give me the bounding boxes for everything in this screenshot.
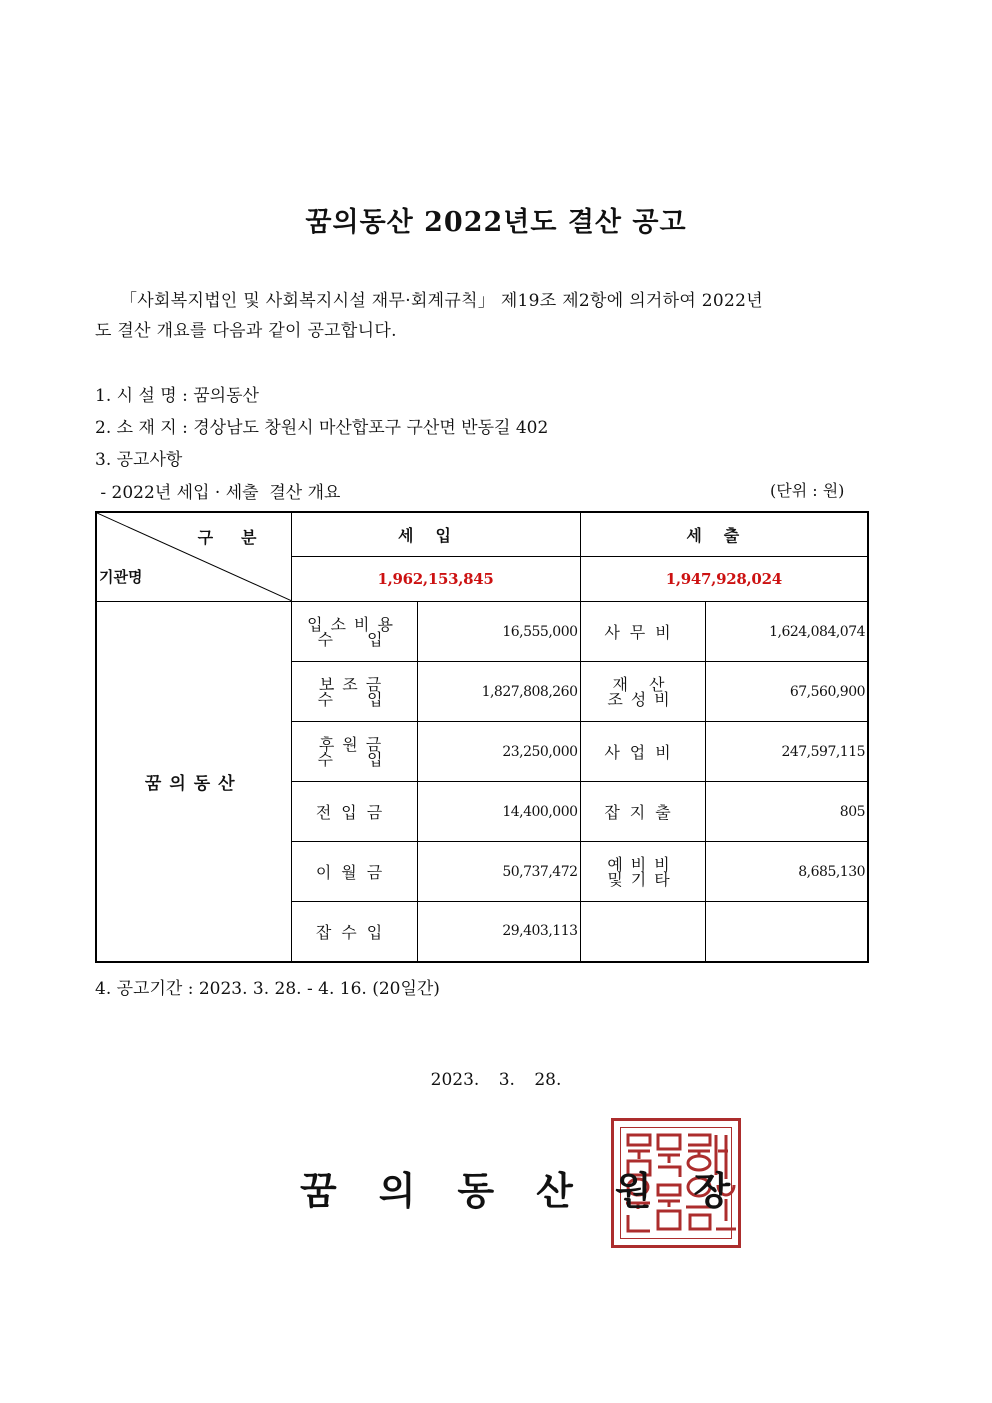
revenue-item-label: 이월금 bbox=[291, 842, 417, 902]
expense-item-amount: 8,685,130 bbox=[705, 842, 868, 902]
revenue-item-amount: 50,737,472 bbox=[417, 842, 580, 902]
revenue-item-label-line-1: 입소비용 bbox=[307, 614, 401, 634]
notice-header: 3. 공고사항 bbox=[95, 450, 183, 470]
page-title: 꿈의동산 2022년도 결산 공고 bbox=[305, 207, 687, 238]
expense-item-label-line-1: 재 산 bbox=[612, 674, 673, 694]
expense-item-amount: 805 bbox=[705, 782, 868, 842]
corner-top-label: 구분 bbox=[197, 528, 285, 547]
expense-total: 1,947,928,024 bbox=[580, 557, 868, 602]
expense-item-amount: 1,624,084,074 bbox=[705, 602, 868, 662]
facility-location: 2. 소 재 지 : 경상남도 창원시 마산합포구 구산면 반동길 402 bbox=[95, 418, 549, 438]
revenue-header: 세입 bbox=[291, 512, 580, 557]
org-name-cell: 꿈의동산 bbox=[96, 602, 291, 962]
financial-table bbox=[95, 511, 869, 963]
expense-item-amount: 67,560,900 bbox=[705, 662, 868, 722]
notice-subheader: - 2022년 세입 · 세출 결산 개요 bbox=[95, 483, 341, 503]
facility-name: 1. 시 설 명 : 꿈의동산 bbox=[95, 386, 259, 406]
revenue-item-label-line-2: 수 입 bbox=[317, 629, 391, 649]
unit-label: (단위 : 원) bbox=[770, 481, 845, 500]
table-row bbox=[96, 602, 868, 662]
expense-item-label-line-1: 예비비 bbox=[607, 854, 678, 874]
expense-item-amount: 247,597,115 bbox=[705, 722, 868, 782]
revenue-item-label: 잡수입 bbox=[291, 902, 417, 962]
announcement-date: 2023. 3. 28. bbox=[430, 1070, 562, 1090]
revenue-item-amount: 14,400,000 bbox=[417, 782, 580, 842]
table-corner-cell bbox=[96, 512, 291, 602]
expense-header: 세출 bbox=[580, 512, 868, 557]
revenue-item-label-line-2: 수 입 bbox=[317, 749, 391, 769]
expense-item-label bbox=[580, 902, 705, 962]
revenue-item-label bbox=[291, 722, 417, 782]
expense-item-label: 사무비 bbox=[580, 602, 705, 662]
revenue-item-label bbox=[291, 602, 417, 662]
revenue-item-label-line-2: 수 입 bbox=[317, 689, 391, 709]
expense-item-label bbox=[580, 842, 705, 902]
revenue-item-label: 전입금 bbox=[291, 782, 417, 842]
expense-item-label bbox=[580, 662, 705, 722]
signer-name: 꿈의동산원장 bbox=[300, 1168, 773, 1213]
revenue-item-amount: 23,250,000 bbox=[417, 722, 580, 782]
expense-item-label: 사업비 bbox=[580, 722, 705, 782]
revenue-item-amount: 29,403,113 bbox=[417, 902, 580, 962]
intro-line-2: 도 결산 개요를 다음과 같이 공고합니다. bbox=[95, 321, 397, 341]
intro-line-1: 「사회복지법인 및 사회복지시설 재무·회계규칙」 제19조 제2항에 의거하여 2022년 bbox=[120, 291, 763, 311]
revenue-item-label bbox=[291, 662, 417, 722]
revenue-item-amount: 1,827,808,260 bbox=[417, 662, 580, 722]
notice-period: 4. 공고기간 : 2023. 3. 28. - 4. 16. (20일간) bbox=[95, 979, 440, 999]
revenue-item-label-line-1: 보조금 bbox=[318, 674, 390, 694]
expense-item-label: 잡지출 bbox=[580, 782, 705, 842]
revenue-item-amount: 16,555,000 bbox=[417, 602, 580, 662]
revenue-item-label-line-1: 후원금 bbox=[318, 734, 390, 754]
expense-item-label-line-2: 및기타 bbox=[607, 869, 678, 889]
expense-item-label-line-2: 조성비 bbox=[607, 689, 678, 709]
expense-item-amount bbox=[705, 902, 868, 962]
revenue-total: 1,962,153,845 bbox=[291, 557, 580, 602]
corner-bottom-label: 기관명 bbox=[99, 568, 143, 586]
